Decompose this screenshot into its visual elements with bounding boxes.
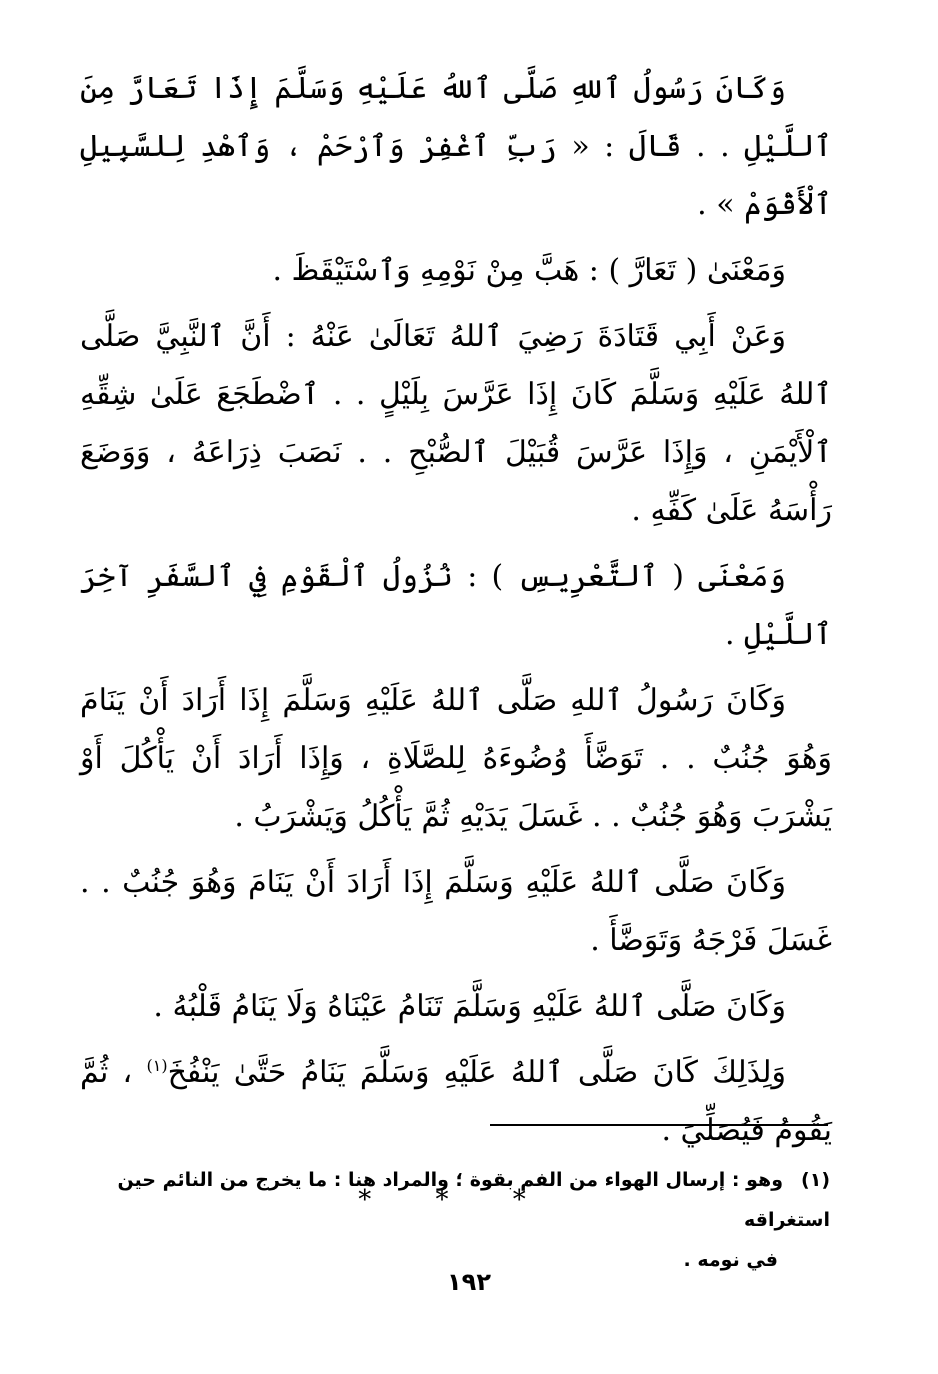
- footnote-text-continuation: في نومه .: [683, 1249, 778, 1271]
- paragraph-text: وَلِذَلِكَ كَانَ صَلَّى ٱللهُ عَلَيْهِ وَسَلَّمَ يَنَامُ حَتَّىٰ يَنْفُخَ: [167, 1055, 786, 1090]
- paragraph-text: ، ثُمَّ يَقُومُ فَيُصَلِّيَ .: [80, 1055, 832, 1148]
- footnote-number: (١): [801, 1169, 830, 1191]
- page-number: ١٩٢: [447, 1268, 491, 1296]
- paragraph: وَكَانَ صَلَّى ٱللهُ عَلَيْهِ وَسَلَّمَ تَنَامُ عَيْنَاهُ وَلَا يَنَامُ قَلْبُهُ .: [153, 989, 786, 1024]
- footnote-text: وهو : إرسال الهواء من الفم بقوة ؛ والمراد هنا : ما يخرج من النائم حين استغراقه: [117, 1169, 830, 1231]
- paragraph: وَمَعْنَىٰ ( تَعَارَّ ) : هَبَّ مِنْ نَوْمِهِ وَٱسْتَيْقَظَ .: [272, 253, 786, 288]
- paragraph: وَكَانَ رَسُولُ ٱللهِ صَلَّى ٱللهُ عَلَيْهِ وَسَلَّمَ إِذَا أَرَادَ أَنْ يَنَامَ وَهُوَ جُنُبٌ . . تَوَضَّأَ وُضُوءَهُ لِلصَّلَاةِ ، وَإِذَا أَرَادَ أَنْ يَأْكُلَ أَوْ يَشْرَبَ وَهُوَ جُنُبٌ . . غَسَلَ يَدَيْهِ ثُمَّ يَأْكُلُ وَيَشْرَبُ .: [80, 683, 832, 834]
- footnote: [78, 1160, 830, 1280]
- section-separator: * * *: [358, 1185, 554, 1215]
- main-text: [80, 60, 832, 1220]
- footnote-marker: (١): [146, 1056, 168, 1075]
- paragraph: وَكَانَ صَلَّى ٱللهُ عَلَيْهِ وَسَلَّمَ إِذَا أَرَادَ أَنْ يَنَامَ وَهُوَ جُنُبٌ . . غَسَلَ فَرْجَهُ وَتَوَضَّأَ .: [80, 865, 832, 958]
- paragraph: وَمَعْنَى ( ٱلتَّعْرِيسِ ) : نُزُولُ ٱلْقَوْمِ فِي ٱلسَّفَرِ آخِرَ ٱللَّيْلِ .: [80, 559, 832, 652]
- paragraph: وَعَنْ أَبِي قَتَادَةَ رَضِيَ ٱللهُ تَعَالَىٰ عَنْهُ : أَنَّ ٱلنَّبِيَّ صَلَّى ٱللهُ عَلَيْهِ وَسَلَّمَ كَانَ إِذَا عَرَّسَ بِلَيْلٍ . . ٱضْطَجَعَ عَلَىٰ شِقِّهِ ٱلْأَيْمَنِ ، وَإِذَا عَرَّسَ قُبَيْلَ ٱلصُّبْحِ . . نَصَبَ ذِرَاعَهُ ، وَوَضَعَ رَأْسَهُ عَلَىٰ كَفِّهِ .: [80, 319, 832, 528]
- footnote-divider: [490, 1124, 828, 1126]
- paragraph: وَكَانَ رَسُولُ ٱللهِ صَلَّى ٱللهُ عَلَيْهِ وَسَلَّمَ إِذَا تَعَارَّ مِنَ ٱللَّيْلِ . . قَالَ : « رَبِّ ٱغْفِرْ وَٱرْحَمْ ، وَٱهْدِ لِلسَّبِيلِ ٱلْأَقْوَمْ » .: [80, 71, 832, 222]
- paragraph-with-footnote: [80, 1044, 832, 1160]
